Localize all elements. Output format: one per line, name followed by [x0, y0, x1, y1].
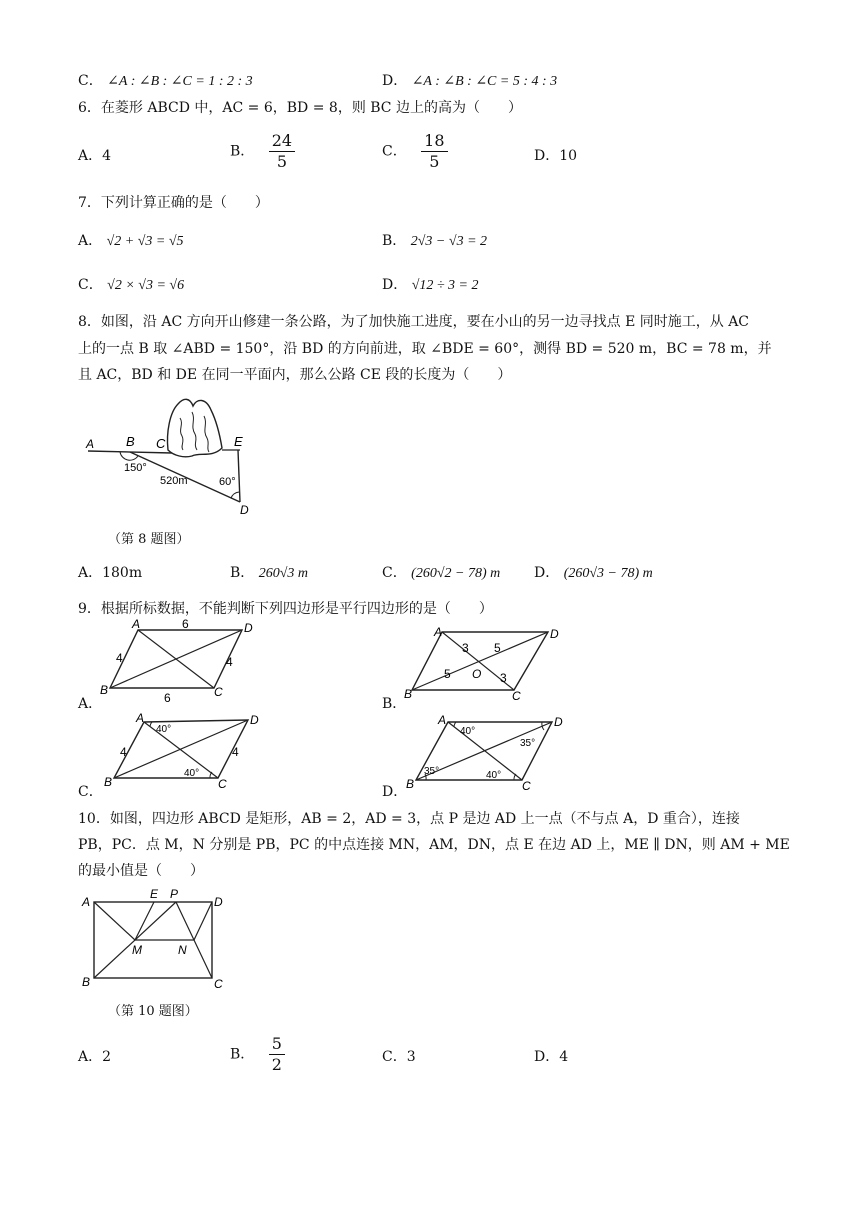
fig-label-c: C [522, 779, 531, 793]
option-label: B． [382, 233, 407, 249]
fig-label-a: A [86, 437, 95, 451]
option-label: C． [78, 73, 103, 89]
fig-label-d: D [244, 621, 253, 635]
q10-stem-line3: 的最小值是（ ） [78, 863, 204, 879]
q8-stem-line3: 且 AC，BD 和 DE 在同一平面内，那么公路 CE 段的长度为（ ） [78, 367, 512, 383]
fig-label-n: N [178, 943, 187, 957]
q8-stem-line2: 上的一点 B 取 ∠ABD = 150°，沿 BD 的方向前进，取 ∠BDE = 60°，测得 BD = 520 m，BC = 78 m，并 [78, 341, 772, 357]
option-text: (260√3 − 78) m [563, 566, 653, 581]
q7-stem: 7．下列计算正确的是（ ） [78, 195, 269, 211]
q6-option-b [230, 131, 295, 172]
option-label: D． [382, 277, 408, 293]
q10-option-c: C．3 [382, 1049, 416, 1065]
option-text: ∠A : ∠B : ∠C = 1 : 2 : 3 [107, 74, 253, 89]
fig-label-b: B [406, 777, 415, 791]
q6-option-a: A．4 [78, 148, 112, 164]
option-text: 2√3 − √3 = 2 [410, 234, 488, 249]
q9-option-c-label: C． [78, 784, 103, 800]
fig-label-angle-a: 40° [156, 724, 172, 735]
q5-option-d [382, 70, 557, 90]
option-label: C． [382, 565, 407, 581]
fig-label-left: 4 [116, 651, 123, 665]
q9-option-a-label: A． [78, 696, 103, 712]
option-label: A． [78, 233, 103, 249]
option-text: ∠A : ∠B : ∠C = 5 : 4 : 3 [411, 74, 558, 89]
fig-label-c: C [218, 777, 227, 791]
option-text: (260√2 − 78) m [411, 566, 501, 581]
option-label: B． [230, 565, 255, 581]
fig-label-co: 3 [500, 671, 507, 685]
fig-label-bottom: 6 [164, 691, 171, 705]
fig-label-d: D [550, 627, 559, 641]
option-label: C． [78, 277, 103, 293]
q9-option-b-label: B． [382, 696, 407, 712]
fig-label-angle-c: 40° [486, 770, 502, 781]
option-label: B． [230, 1046, 255, 1063]
numerator: 24 [269, 131, 295, 152]
q9-figure-a [98, 618, 258, 708]
fig-label-e: E [150, 887, 159, 901]
fig-label-a: A [434, 625, 443, 639]
fig-label-e: E [234, 434, 243, 449]
fig-label-angle-d: 35° [520, 738, 536, 749]
fig-label-angle-d: 60° [219, 476, 236, 488]
fig-label-p: P [170, 887, 179, 901]
q8-option-d [534, 562, 653, 582]
q6-stem: 6．在菱形 ABCD 中，AC = 6，BD = 8，则 BC 边上的高为（ ） [78, 100, 522, 116]
fig-label-a: A [82, 895, 91, 909]
option-text: √2 × √3 = √6 [107, 278, 185, 293]
fig-label-d: D [554, 715, 563, 729]
q8-option-c [382, 562, 500, 582]
q8-caption: （第 8 题图） [108, 532, 190, 547]
fig-label-b: B [82, 975, 91, 989]
q6-option-d: D．10 [534, 148, 578, 164]
q10-stem-line1: 10．如图，四边形 ABCD 是矩形，AB = 2，AD = 3，点 P 是边 AD 上一点（不与点 A，D 重合），连接 [78, 811, 740, 827]
fig-label-a: A [132, 618, 141, 631]
fig-label-angle-c: 40° [184, 768, 200, 779]
fig-label-b: B [126, 434, 135, 449]
fig-label-d: D [250, 713, 259, 727]
fig-label-b: B [104, 775, 113, 789]
option-label: C． [382, 143, 407, 160]
fig-label-m: M [132, 943, 142, 957]
q7-option-c [78, 274, 184, 294]
denominator: 5 [429, 152, 440, 171]
fig-label-bo: 5 [444, 667, 451, 681]
denominator: 2 [271, 1055, 282, 1074]
q9-stem: 9．根据所标数据，不能判断下列四边形是平行四边形的是（ ） [78, 601, 493, 617]
fig-label-length: 520m [160, 475, 188, 487]
fig-label-angle-b: 150° [124, 462, 147, 474]
q10-option-b [230, 1034, 285, 1075]
fig-label-c: C [512, 689, 521, 703]
q9-option-d-label: D． [382, 784, 408, 800]
q10-figure [80, 884, 230, 992]
fig-label-d: D [240, 503, 249, 517]
q9-figure-c [100, 708, 260, 798]
q10-option-d: D．4 [534, 1049, 569, 1065]
fig-label-a: A [438, 713, 447, 727]
denominator: 5 [276, 152, 288, 171]
fig-label-angle-a: 40° [460, 726, 476, 737]
q10-stem-line2: PB，PC．点 M，N 分别是 PB，PC 的中点连接 MN，AM，DN，点 E 在边 AD 上，ME ∥ DN，则 AM + ME [78, 837, 790, 853]
fraction [269, 131, 295, 172]
option-label: D． [534, 565, 560, 581]
fig-label-a: A [136, 711, 145, 725]
numerator: 18 [421, 131, 447, 152]
q7-option-d [382, 274, 479, 294]
q10-option-a: A．2 [78, 1049, 112, 1065]
fig-label-c: C [214, 685, 223, 699]
option-label: D． [382, 73, 408, 89]
q9-figure-b [402, 620, 562, 710]
fig-label-angle-b: 35° [424, 766, 440, 777]
q8-figure [80, 392, 270, 518]
q6-option-c [382, 131, 448, 172]
option-text: √12 ÷ 3 = 2 [411, 278, 479, 293]
option-text: √2 + √3 = √5 [106, 234, 184, 249]
fig-label-do: 5 [494, 641, 501, 655]
fig-label-right: 4 [226, 655, 233, 669]
fig-label-left: 4 [120, 745, 127, 759]
q8-option-a: A．180m [78, 565, 143, 581]
fig-label-c: C [214, 977, 223, 991]
fraction [269, 1034, 285, 1075]
fig-label-ao: 3 [462, 641, 469, 655]
option-text: 260√3 m [258, 566, 309, 581]
numerator: 5 [269, 1034, 285, 1055]
q8-stem-line1: 8．如图，沿 AC 方向开山修建一条公路，为了加快施工进度，要在小山的另一边寻找点 E 同时施工，从 AC [78, 314, 750, 330]
q7-option-a [78, 230, 184, 250]
fig-label-c: C [156, 436, 166, 451]
fig-label-o: O [472, 667, 482, 681]
q10-caption: （第 10 题图） [108, 1004, 198, 1019]
fig-label-b: B [100, 683, 109, 697]
fig-label-d: D [214, 895, 223, 909]
fig-label-right: 4 [232, 745, 239, 759]
fig-label-top: 6 [182, 618, 189, 631]
q5-option-c [78, 70, 253, 90]
q9-figure-d [404, 708, 564, 798]
fig-label-b: B [404, 687, 413, 701]
q8-option-b [230, 562, 308, 582]
option-label: B． [230, 143, 255, 160]
fraction [421, 131, 447, 172]
q7-option-b [382, 230, 487, 250]
